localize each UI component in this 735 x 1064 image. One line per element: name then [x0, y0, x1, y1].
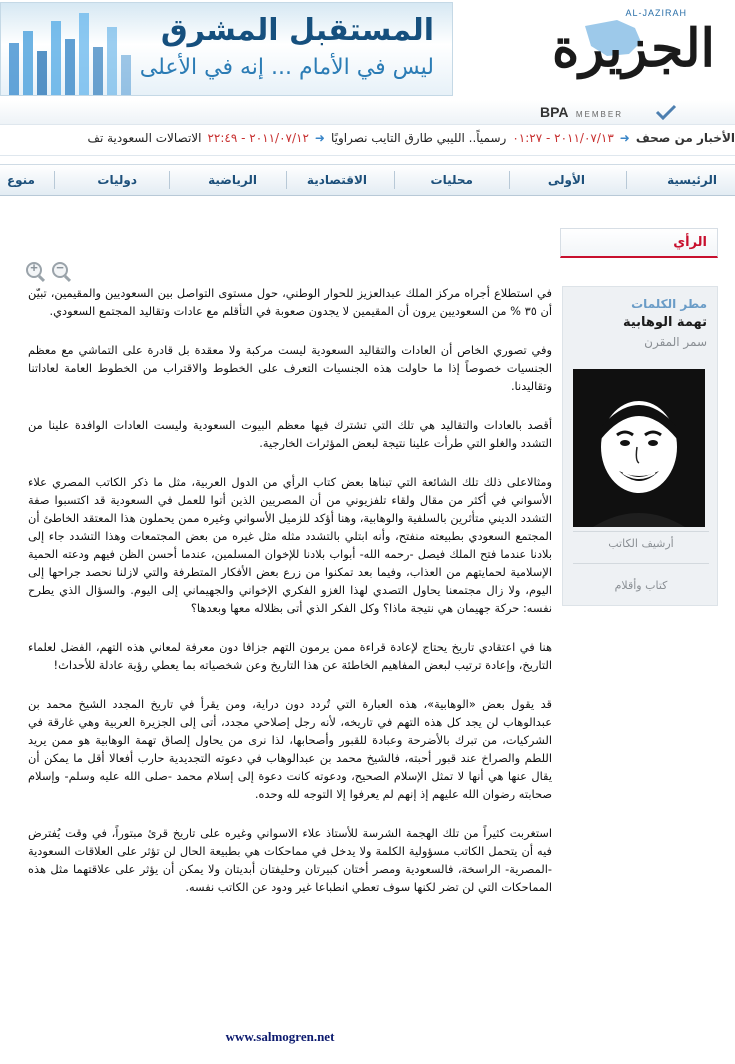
section-title: الرأي [673, 235, 707, 250]
nav-misc[interactable]: منوع [6, 173, 35, 187]
article-paragraph: استغربت كثيراً من تلك الهجمة الشرسة للأستاذ علاء الاسواني وغيره على تاريخ قرئ مبتوراً، في وقت يُفترض فيه أن يتحمل الكاتب مسؤولية الكلمة ولا يدخل في مماحكات هي بطبيعة الحال لن تؤثر على العلاقات السعودية -المصرية- الراسخة، فالسعودية ومصر أختان كبيرتان وحليفتان أبديتان ولا يمكن أن يؤثر على علاقتهما مثل هذه المماحكات التي لن تضر لكنها سوف تعطي انطباعا غير ودود عن الكاتب نفسه. [28, 826, 552, 894]
banner-tagline: ليس في الأمام ... إنه في الأعلى [139, 55, 434, 80]
ticker-time: ٢٠١١/٠٧/١٢ - ٢٢:٤٩ [207, 131, 309, 145]
site-logo[interactable] [482, 4, 727, 96]
ad-banner[interactable] [0, 2, 453, 96]
nav-divider [509, 171, 510, 189]
divider [573, 563, 709, 564]
nav-divider [394, 171, 395, 189]
banner-bars-graphic [1, 3, 171, 96]
main-nav [0, 164, 735, 196]
article-body [28, 284, 552, 917]
site-header [0, 0, 735, 100]
article-paragraph: هنا في اعتقادي تاريخ يحتاج لإعادة قراءة ممن يرمون التهم جزافا دون معرفة لمعاني هذه التهم، الفضل لعلماء التاريخ، وإعادة ترتيب لبعض المفاهيم الخاطئة عن هذا التاريخ وعن شخصياته بما يعطي رؤية عادلة للأحداث! [28, 640, 552, 672]
zoom-in-icon[interactable]: + [26, 262, 42, 278]
author-archive-link[interactable]: أرشيف الكاتب [608, 537, 674, 550]
writers-link[interactable]: كتاب وأقلام [614, 579, 668, 592]
nav-economy[interactable]: الاقتصادية [306, 173, 367, 187]
nav-divider [54, 171, 55, 189]
ticker-item[interactable]: رسمياً.. الليبي طارق التايب نصراويًا [330, 131, 507, 145]
author-portrait [573, 369, 705, 527]
article-paragraph: قد يقول بعض «الوهابية»، هذه العبارة التي تُردد دون دراية، ومن يقرأ في تاريخ المجدد الشيخ محمد بن عبدالوهاب لن يجد كل هذه التهم في تاريخه، لأنه رجل إصلاحي مجدد، أتى إلى الجزيرة العربية وهي غارقة في الشركيات، من تبرك بالأضرحة وعبادة للقبور وأصحابها، لذا نرى من يحاول إلصاق تهمة الوهابية هو ممن يريد اللطم والصراخ عند قبور أحبته، فالشيخ محمد بن عبدالوهاب في دعوته التجديدية حارب أفعالا أقل ما يمكن أن يقال عنها هي أنها لا تمثل الإسلام الصحيح، ودعوته كانت دعوة إلى إسلام محمد -صلى الله عليه وسلم- وإسلام صحابته رضوان الله عليهم إذ إنهم لم يعرفوا إلا التوجه لله وحده. [28, 697, 552, 801]
divider [573, 531, 709, 532]
article-paragraph: أقصد بالعادات والتقاليد هي تلك التي تشترك فيها معظم البيوت السعودية وليست العادات الوافدة علينا من التشدد والغلو التي طرأت علينا نتيجة لبعض المؤثرات الخارجية. [28, 418, 552, 450]
nav-divider [286, 171, 287, 189]
nav-local[interactable]: محليات [430, 173, 473, 187]
check-icon [655, 104, 677, 120]
ticker-label: الأخبار من صحف [635, 131, 735, 145]
ticker-row [82, 131, 735, 145]
nav-divider [169, 171, 170, 189]
zoom-out-icon[interactable]: − [52, 262, 68, 278]
author-name[interactable]: سمر المقرن [644, 335, 707, 349]
member-strip [0, 100, 735, 124]
arrow-icon: ➜ [314, 131, 325, 145]
arrow-icon: ➜ [619, 131, 630, 145]
nav-international[interactable]: دوليات [97, 173, 137, 187]
article-title: تهمة الوهابية [622, 315, 707, 330]
section-tab[interactable] [560, 228, 718, 258]
author-sidebar [562, 286, 718, 606]
logo-latin: AL-JAZIRAH [625, 8, 687, 18]
nav-divider [626, 171, 627, 189]
nav-home[interactable]: الرئيسية [667, 173, 717, 187]
ticker-time: ٢٠١١/٠٧/١٣ - ٠١:٢٧ [512, 131, 614, 145]
portrait-graphic [573, 369, 705, 527]
member-label: MEMBER [575, 110, 624, 119]
bpa-label: BPA [540, 104, 568, 120]
website-link[interactable]: www.salmogren.net [225, 1029, 335, 1044]
ticker-item[interactable]: الاتصالات السعودية تف [87, 131, 202, 145]
article-paragraph: وفي تصوري الخاص أن العادات والتقاليد السعودية ليست مركبة ولا معقدة بل قادرة على التماشي مع معظم الجنسيات خصوصاً إذا ما حاولت هذه الجنسيات التعرف على الخطوط والاقتراب من الخطوط العامة لعاداتنا وتقاليدنا. [28, 343, 552, 393]
article-paragraph: في استطلاع أجراه مركز الملك عبدالعزيز للحوار الوطني، حول مستوى التواصل بين السعوديين والمقيمين، تبيّن أن ٣٥ % من السعوديين يرون أن المقيمين لا يجدون صعوبة في التأقلم مع عادات وتقاليد المجتمع السعودي. [28, 286, 552, 318]
bpa-member-badge [540, 104, 623, 120]
nav-sports[interactable]: الرياضية [208, 173, 257, 187]
banner-headline: المستقبل المشرق [160, 13, 434, 48]
logo-wordmark: الجزيرة [552, 18, 715, 79]
news-ticker [0, 124, 735, 156]
article-paragraph: ومثالاعلى ذلك تلك الشائعة التي تبناها بعض كتاب الرأي من الدول العربية، مثل ما ذكر الكاتب المصري علاء الأسواني في أكثر من مقال ولقاء تلفزيوني من أن المصريين الذين أتوا للعمل في السعودية قد اكتسبوا صفة التشدد الديني متأثرين بالسلفية والوهابية، وهنا أؤكد للزميل الأسواني وغيره ممن يحملون هذا المعتقد الخاطئ أن المجتمع السعودي بطبيعته منفتح، وأنه ابتلي بالتشدد مثله مثل غيره من بعض المجتمعات وهذا التشدد جاء إلى بلادنا عندما فتح الملك فيصل -رحمه الله- أبواب بلادنا للإخوان المسلمين، عندما أحسن الظن فيهم ودعته الحمية الإسلامية لحمايتهم من العذاب، وفيما بعد تمكنوا من زرع بعض الأفكار المتطرفة والتي لازلنا نحصد جراحها إلى اليوم، ولا زال مجتمعنا يحاول التصدي لهذا الغزو الفكري الإخواني والجهيماني إلى اليوم. والسؤال الذي يطرح نفسه: حركة جهيمان هي نتيجة ماذا؟ وكل الفكر الذي أتى بظلاله معها وبعدها؟ [28, 475, 552, 615]
nav-first[interactable]: الأولى [547, 173, 585, 187]
column-name: مطر الكلمات [631, 297, 707, 311]
